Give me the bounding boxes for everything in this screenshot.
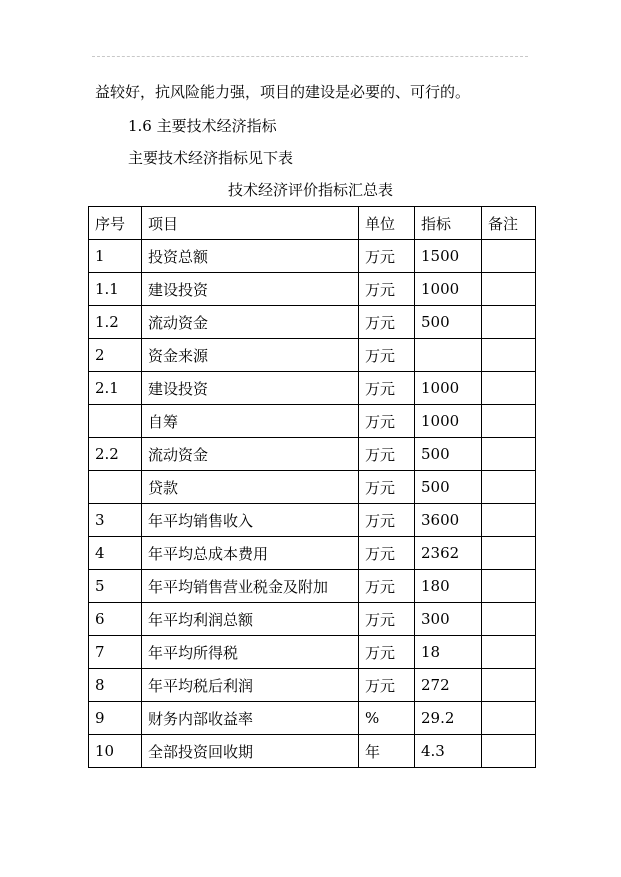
table-row bbox=[89, 603, 536, 636]
cell-index: 10 bbox=[89, 735, 142, 768]
cell-value: 500 bbox=[415, 471, 482, 504]
cell-remark bbox=[482, 702, 536, 735]
cell-index bbox=[89, 405, 142, 438]
table-row bbox=[89, 372, 536, 405]
cell-item: 自筹 bbox=[142, 405, 359, 438]
cell-value: 3600 bbox=[415, 504, 482, 537]
cell-remark bbox=[482, 339, 536, 372]
paragraph-conclusion: 益较好，抗风险能力强，项目的建设是必要的、可行的。 bbox=[95, 83, 471, 101]
table-row bbox=[89, 405, 536, 438]
cell-item: 流动资金 bbox=[142, 438, 359, 471]
table-row bbox=[89, 636, 536, 669]
table-row bbox=[89, 240, 536, 273]
cell-remark bbox=[482, 306, 536, 339]
cell-remark bbox=[482, 669, 536, 702]
cell-item: 建设投资 bbox=[142, 372, 359, 405]
cell-unit: 万元 bbox=[359, 372, 415, 405]
cell-remark bbox=[482, 273, 536, 306]
cell-remark bbox=[482, 405, 536, 438]
table-header-row bbox=[89, 207, 536, 240]
cell-value: 300 bbox=[415, 603, 482, 636]
table-row bbox=[89, 537, 536, 570]
cell-item: 财务内部收益率 bbox=[142, 702, 359, 735]
cell-value: 500 bbox=[415, 438, 482, 471]
cell-index: 1.1 bbox=[89, 273, 142, 306]
table-row bbox=[89, 471, 536, 504]
cell-item: 流动资金 bbox=[142, 306, 359, 339]
cell-index: 9 bbox=[89, 702, 142, 735]
cell-unit: 万元 bbox=[359, 537, 415, 570]
cell-value: 18 bbox=[415, 636, 482, 669]
cell-value: 272 bbox=[415, 669, 482, 702]
cell-index bbox=[89, 471, 142, 504]
cell-value: 180 bbox=[415, 570, 482, 603]
cell-value: 4.3 bbox=[415, 735, 482, 768]
cell-index: 5 bbox=[89, 570, 142, 603]
cell-index: 3 bbox=[89, 504, 142, 537]
table-row bbox=[89, 504, 536, 537]
table-row bbox=[89, 306, 536, 339]
cell-unit: 万元 bbox=[359, 240, 415, 273]
cell-remark bbox=[482, 240, 536, 273]
cell-unit: 万元 bbox=[359, 669, 415, 702]
table-row bbox=[89, 669, 536, 702]
cell-unit: 万元 bbox=[359, 504, 415, 537]
table-caption: 技术经济评价指标汇总表 bbox=[227, 181, 393, 199]
cell-unit: 万元 bbox=[359, 273, 415, 306]
cell-remark bbox=[482, 504, 536, 537]
cell-remark bbox=[482, 438, 536, 471]
cell-item: 全部投资回收期 bbox=[142, 735, 359, 768]
cell-index: 4 bbox=[89, 537, 142, 570]
cell-item: 投资总额 bbox=[142, 240, 359, 273]
cell-unit: 万元 bbox=[359, 471, 415, 504]
cell-index: 2 bbox=[89, 339, 142, 372]
cell-item: 年平均总成本费用 bbox=[142, 537, 359, 570]
cell-value: 2362 bbox=[415, 537, 482, 570]
table-row bbox=[89, 570, 536, 603]
cell-remark bbox=[482, 570, 536, 603]
cell-value: 1000 bbox=[415, 372, 482, 405]
cell-remark bbox=[482, 537, 536, 570]
table-row bbox=[89, 438, 536, 471]
cell-value: 1000 bbox=[415, 273, 482, 306]
cell-index: 7 bbox=[89, 636, 142, 669]
table-row bbox=[89, 702, 536, 735]
cell-index: 1.2 bbox=[89, 306, 142, 339]
header-rule bbox=[92, 56, 528, 57]
cell-index: 1 bbox=[89, 240, 142, 273]
section-heading: 1.6 主要技术经济指标 bbox=[128, 117, 277, 135]
cell-index: 8 bbox=[89, 669, 142, 702]
cell-remark bbox=[482, 471, 536, 504]
cell-remark bbox=[482, 636, 536, 669]
table-row bbox=[89, 735, 536, 768]
cell-unit: 万元 bbox=[359, 405, 415, 438]
header-unit: 单位 bbox=[359, 207, 415, 240]
header-remark: 备注 bbox=[482, 207, 536, 240]
header-item: 项目 bbox=[142, 207, 359, 240]
cell-item: 年平均销售收入 bbox=[142, 504, 359, 537]
cell-value bbox=[415, 339, 482, 372]
cell-item: 建设投资 bbox=[142, 273, 359, 306]
cell-remark bbox=[482, 372, 536, 405]
indicator-table bbox=[88, 206, 536, 768]
cell-item: 年平均利润总额 bbox=[142, 603, 359, 636]
cell-unit: 万元 bbox=[359, 339, 415, 372]
cell-unit: 万元 bbox=[359, 603, 415, 636]
cell-unit: 万元 bbox=[359, 636, 415, 669]
cell-unit: % bbox=[359, 702, 415, 735]
cell-index: 2.1 bbox=[89, 372, 142, 405]
cell-value: 1500 bbox=[415, 240, 482, 273]
cell-value: 29.2 bbox=[415, 702, 482, 735]
cell-index: 6 bbox=[89, 603, 142, 636]
table-row bbox=[89, 339, 536, 372]
cell-item: 年平均销售营业税金及附加 bbox=[142, 570, 359, 603]
cell-item: 贷款 bbox=[142, 471, 359, 504]
cell-unit: 万元 bbox=[359, 438, 415, 471]
cell-item: 资金来源 bbox=[142, 339, 359, 372]
table-row bbox=[89, 273, 536, 306]
cell-value: 1000 bbox=[415, 405, 482, 438]
cell-unit: 年 bbox=[359, 735, 415, 768]
cell-unit: 万元 bbox=[359, 570, 415, 603]
cell-remark bbox=[482, 603, 536, 636]
cell-value: 500 bbox=[415, 306, 482, 339]
cell-item: 年平均所得税 bbox=[142, 636, 359, 669]
header-index: 序号 bbox=[89, 207, 142, 240]
cell-item: 年平均税后利润 bbox=[142, 669, 359, 702]
paragraph-intro: 主要技术经济指标见下表 bbox=[128, 149, 294, 167]
header-value: 指标 bbox=[415, 207, 482, 240]
cell-unit: 万元 bbox=[359, 306, 415, 339]
cell-index: 2.2 bbox=[89, 438, 142, 471]
cell-remark bbox=[482, 735, 536, 768]
